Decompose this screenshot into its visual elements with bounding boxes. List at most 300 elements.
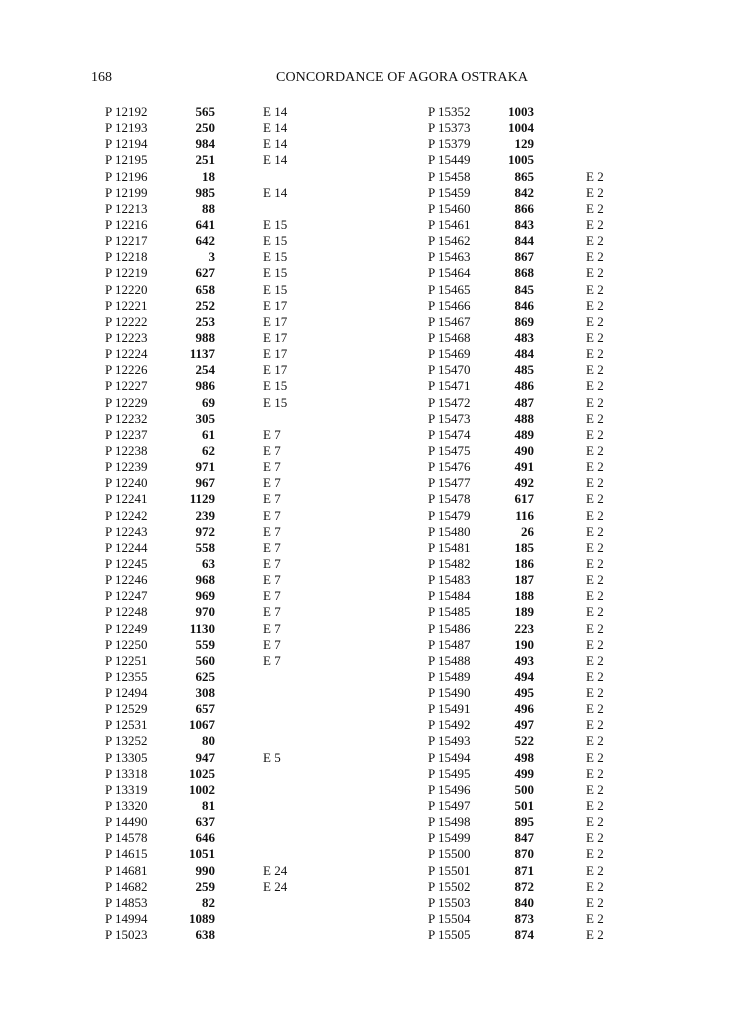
catalogue-number: 116: [515, 507, 534, 523]
catalogue-number: 190: [514, 636, 534, 652]
catalogue-number: 845: [514, 281, 534, 297]
catalogue-number: 866: [514, 200, 534, 216]
inventory-number: P 12224: [105, 346, 148, 362]
concordance-row: [428, 879, 628, 895]
concordance-row: [105, 169, 325, 185]
inventory-number: P 15497: [428, 798, 471, 814]
reference: E 2: [586, 523, 604, 539]
concordance-row: [428, 766, 628, 782]
catalogue-number: 490: [514, 442, 534, 458]
inventory-number: P 15470: [428, 362, 471, 378]
concordance-row: [105, 588, 325, 604]
concordance-row: [105, 830, 325, 846]
catalogue-number: 69: [202, 394, 215, 410]
inventory-number: P 15465: [428, 281, 471, 297]
inventory-number: P 14681: [105, 862, 148, 878]
concordance-row: [428, 443, 628, 459]
inventory-number: P 15501: [428, 862, 471, 878]
catalogue-number: 188: [514, 588, 534, 604]
reference: E 14: [263, 136, 288, 152]
concordance-row: [105, 717, 325, 733]
page-title: CONCORDANCE OF AGORA OSTRAKA: [276, 70, 529, 85]
concordance-row: [105, 265, 325, 281]
concordance-row: [105, 604, 325, 620]
reference: E 15: [263, 233, 288, 249]
concordance-row: [428, 895, 628, 911]
concordance-row: [428, 556, 628, 572]
reference: E 2: [586, 426, 604, 442]
inventory-number: P 15496: [428, 781, 471, 797]
catalogue-number: 497: [514, 717, 534, 733]
concordance-row: [428, 669, 628, 685]
concordance-row: [105, 814, 325, 830]
concordance-left-column: [105, 104, 325, 943]
concordance-row: [428, 217, 628, 233]
catalogue-number: 1025: [189, 765, 215, 781]
reference: E 2: [586, 685, 604, 701]
catalogue-number: 82: [202, 894, 215, 910]
concordance-row: [105, 540, 325, 556]
reference: E 17: [263, 362, 288, 378]
catalogue-number: 488: [514, 410, 534, 426]
reference: E 7: [263, 636, 281, 652]
reference: E 2: [586, 539, 604, 555]
inventory-number: P 15352: [428, 104, 471, 119]
concordance-row: [105, 282, 325, 298]
catalogue-number: 189: [514, 604, 534, 620]
page-number: 168: [91, 70, 112, 85]
catalogue-number: 308: [195, 685, 215, 701]
inventory-number: P 12222: [105, 313, 148, 329]
concordance-row: [105, 701, 325, 717]
reference: E 17: [263, 313, 288, 329]
catalogue-number: 967: [195, 475, 215, 491]
concordance-row: [428, 588, 628, 604]
catalogue-number: 494: [514, 668, 534, 684]
catalogue-number: 558: [195, 539, 215, 555]
concordance-row: [105, 927, 325, 943]
catalogue-number: 26: [521, 523, 534, 539]
concordance-row: [105, 879, 325, 895]
catalogue-number: 870: [514, 846, 534, 862]
catalogue-number: 485: [514, 362, 534, 378]
catalogue-number: 843: [514, 216, 534, 232]
catalogue-number: 559: [195, 636, 215, 652]
concordance-row: [428, 798, 628, 814]
catalogue-number: 895: [514, 814, 534, 830]
reference: E 7: [263, 588, 281, 604]
reference: E 2: [586, 491, 604, 507]
inventory-number: P 14615: [105, 846, 148, 862]
inventory-number: P 12237: [105, 426, 148, 442]
catalogue-number: 872: [514, 878, 534, 894]
concordance-row: [105, 863, 325, 879]
reference: E 2: [586, 200, 604, 216]
reference: E 2: [586, 749, 604, 765]
catalogue-number: 1129: [189, 491, 215, 507]
concordance-row: [428, 265, 628, 281]
concordance-right-column: [428, 104, 628, 943]
catalogue-number: 988: [195, 329, 215, 345]
inventory-number: P 12232: [105, 410, 148, 426]
reference: E 7: [263, 442, 281, 458]
concordance-row: [105, 346, 325, 362]
catalogue-number: 254: [195, 362, 215, 378]
reference: E 15: [263, 394, 288, 410]
catalogue-number: 840: [514, 894, 534, 910]
reference: E 2: [586, 701, 604, 717]
catalogue-number: 80: [202, 733, 215, 749]
concordance-row: [105, 378, 325, 394]
catalogue-number: 489: [514, 426, 534, 442]
reference: E 7: [263, 426, 281, 442]
reference: E 7: [263, 652, 281, 668]
catalogue-number: 646: [195, 830, 215, 846]
inventory-number: P 12199: [105, 184, 148, 200]
inventory-number: P 12249: [105, 620, 148, 636]
reference: E 2: [586, 846, 604, 862]
inventory-number: P 15379: [428, 136, 471, 152]
catalogue-number: 1130: [189, 620, 215, 636]
concordance-row: [105, 524, 325, 540]
reference: E 2: [586, 878, 604, 894]
catalogue-number: 1004: [508, 120, 534, 136]
inventory-number: P 15499: [428, 830, 471, 846]
inventory-number: P 15459: [428, 184, 471, 200]
reference: E 2: [586, 410, 604, 426]
reference: E 7: [263, 555, 281, 571]
inventory-number: P 12241: [105, 491, 148, 507]
inventory-number: P 12239: [105, 459, 148, 475]
concordance-row: [105, 152, 325, 168]
inventory-number: P 15490: [428, 685, 471, 701]
inventory-number: P 15495: [428, 765, 471, 781]
concordance-row: [428, 475, 628, 491]
reference: E 7: [263, 604, 281, 620]
concordance-row: [105, 362, 325, 378]
reference: E 2: [586, 733, 604, 749]
concordance-row: [428, 508, 628, 524]
reference: E 14: [263, 152, 288, 168]
reference: E 2: [586, 475, 604, 491]
reference: E 2: [586, 781, 604, 797]
catalogue-number: 642: [195, 233, 215, 249]
reference: E 2: [586, 313, 604, 329]
concordance-row: [105, 475, 325, 491]
reference: E 7: [263, 491, 281, 507]
inventory-number: P 12193: [105, 120, 148, 136]
reference: E 2: [586, 184, 604, 200]
concordance-row: [428, 846, 628, 862]
inventory-number: P 13252: [105, 733, 148, 749]
concordance-row: [428, 524, 628, 540]
concordance-row: [105, 411, 325, 427]
catalogue-number: 252: [195, 297, 215, 313]
catalogue-number: 638: [195, 927, 215, 943]
concordance-row: [105, 895, 325, 911]
inventory-number: P 12219: [105, 265, 148, 281]
concordance-row: [428, 685, 628, 701]
reference: E 2: [586, 249, 604, 265]
inventory-number: P 15480: [428, 523, 471, 539]
catalogue-number: 486: [514, 378, 534, 394]
catalogue-number: 658: [195, 281, 215, 297]
catalogue-number: 88: [202, 200, 215, 216]
concordance-row: [105, 427, 325, 443]
inventory-number: P 14853: [105, 894, 148, 910]
inventory-number: P 12196: [105, 168, 148, 184]
catalogue-number: 869: [514, 313, 534, 329]
catalogue-number: 969: [195, 588, 215, 604]
inventory-number: P 15462: [428, 233, 471, 249]
catalogue-number: 990: [195, 862, 215, 878]
inventory-number: P 12245: [105, 555, 148, 571]
catalogue-number: 492: [514, 475, 534, 491]
reference: E 7: [263, 475, 281, 491]
inventory-number: P 15498: [428, 814, 471, 830]
catalogue-number: 970: [195, 604, 215, 620]
catalogue-number: 868: [514, 265, 534, 281]
concordance-row: [105, 459, 325, 475]
concordance-row: [428, 120, 628, 136]
catalogue-number: 625: [195, 668, 215, 684]
inventory-number: P 12217: [105, 233, 148, 249]
reference: E 2: [586, 233, 604, 249]
concordance-row: [428, 782, 628, 798]
catalogue-number: 18: [202, 168, 215, 184]
concordance-row: [105, 443, 325, 459]
inventory-number: P 15484: [428, 588, 471, 604]
concordance-row: [105, 669, 325, 685]
concordance-row: [105, 249, 325, 265]
reference: E 5: [263, 749, 281, 765]
inventory-number: P 15502: [428, 878, 471, 894]
concordance-row: [105, 298, 325, 314]
concordance-row: [428, 136, 628, 152]
reference: E 2: [586, 894, 604, 910]
inventory-number: P 15469: [428, 346, 471, 362]
inventory-number: P 15500: [428, 846, 471, 862]
inventory-number: P 12244: [105, 539, 148, 555]
catalogue-number: 1089: [189, 911, 215, 927]
reference: E 2: [586, 862, 604, 878]
concordance-row: [428, 201, 628, 217]
reference: E 2: [586, 459, 604, 475]
catalogue-number: 305: [195, 410, 215, 426]
concordance-row: [105, 911, 325, 927]
catalogue-number: 129: [514, 136, 534, 152]
concordance-row: [105, 621, 325, 637]
catalogue-number: 986: [195, 378, 215, 394]
reference: E 2: [586, 652, 604, 668]
inventory-number: P 12240: [105, 475, 148, 491]
inventory-number: P 12355: [105, 668, 148, 684]
inventory-number: P 14490: [105, 814, 148, 830]
inventory-number: P 15481: [428, 539, 471, 555]
inventory-number: P 15494: [428, 749, 471, 765]
inventory-number: P 14682: [105, 878, 148, 894]
concordance-row: [428, 459, 628, 475]
reference: E 2: [586, 442, 604, 458]
reference: E 2: [586, 830, 604, 846]
reference: E 2: [586, 555, 604, 571]
catalogue-number: 185: [514, 539, 534, 555]
inventory-number: P 12250: [105, 636, 148, 652]
concordance-row: [105, 491, 325, 507]
inventory-number: P 15492: [428, 717, 471, 733]
inventory-number: P 12192: [105, 104, 148, 119]
catalogue-number: 522: [514, 733, 534, 749]
reference: E 17: [263, 297, 288, 313]
reference: E 2: [586, 927, 604, 943]
concordance-row: [428, 830, 628, 846]
inventory-number: P 15473: [428, 410, 471, 426]
concordance-row: [105, 120, 325, 136]
reference: E 15: [263, 378, 288, 394]
concordance-row: [428, 233, 628, 249]
concordance-row: [428, 717, 628, 733]
reference: E 7: [263, 523, 281, 539]
reference: E 2: [586, 668, 604, 684]
inventory-number: P 15485: [428, 604, 471, 620]
reference: E 2: [586, 765, 604, 781]
reference: E 2: [586, 346, 604, 362]
concordance-row: [428, 491, 628, 507]
inventory-number: P 12248: [105, 604, 148, 620]
inventory-number: P 12227: [105, 378, 148, 394]
catalogue-number: 844: [514, 233, 534, 249]
inventory-number: P 12229: [105, 394, 148, 410]
inventory-number: P 12218: [105, 249, 148, 265]
concordance-row: [105, 136, 325, 152]
inventory-number: P 15478: [428, 491, 471, 507]
reference: E 2: [586, 717, 604, 733]
concordance-row: [428, 104, 628, 120]
catalogue-number: 617: [514, 491, 534, 507]
inventory-number: P 12531: [105, 717, 148, 733]
concordance-row: [428, 249, 628, 265]
concordance-row: [105, 201, 325, 217]
concordance-row: [105, 572, 325, 588]
reference: E 2: [586, 814, 604, 830]
concordance-row: [428, 814, 628, 830]
reference: E 2: [586, 329, 604, 345]
concordance-row: [428, 282, 628, 298]
inventory-number: P 15449: [428, 152, 471, 168]
reference: E 7: [263, 507, 281, 523]
concordance-row: [428, 733, 628, 749]
reference: E 7: [263, 572, 281, 588]
concordance-row: [105, 782, 325, 798]
catalogue-number: 493: [514, 652, 534, 668]
catalogue-number: 947: [195, 749, 215, 765]
concordance-row: [105, 653, 325, 669]
catalogue-number: 1002: [189, 781, 215, 797]
concordance-row: [105, 733, 325, 749]
catalogue-number: 487: [514, 394, 534, 410]
catalogue-number: 847: [514, 830, 534, 846]
concordance-row: [428, 540, 628, 556]
concordance-row: [105, 104, 325, 120]
reference: E 2: [586, 265, 604, 281]
reference: E 7: [263, 620, 281, 636]
catalogue-number: 496: [514, 701, 534, 717]
inventory-number: P 15461: [428, 216, 471, 232]
concordance-row: [428, 298, 628, 314]
catalogue-number: 627: [195, 265, 215, 281]
concordance-row: [105, 798, 325, 814]
concordance-row: [428, 637, 628, 653]
concordance-row: [428, 427, 628, 443]
catalogue-number: 846: [514, 297, 534, 313]
catalogue-number: 223: [514, 620, 534, 636]
catalogue-number: 187: [514, 572, 534, 588]
inventory-number: P 15458: [428, 168, 471, 184]
reference: E 14: [263, 120, 288, 136]
concordance-row: [105, 556, 325, 572]
reference: E 2: [586, 378, 604, 394]
inventory-number: P 13319: [105, 781, 148, 797]
catalogue-number: 3: [208, 249, 215, 265]
reference: E 2: [586, 216, 604, 232]
concordance-row: [428, 346, 628, 362]
inventory-number: P 12226: [105, 362, 148, 378]
inventory-number: P 15486: [428, 620, 471, 636]
inventory-number: P 15373: [428, 120, 471, 136]
catalogue-number: 499: [514, 765, 534, 781]
concordance-row: [428, 152, 628, 168]
concordance-row: [428, 701, 628, 717]
catalogue-number: 560: [195, 652, 215, 668]
reference: E 24: [263, 862, 288, 878]
concordance-row: [105, 685, 325, 701]
inventory-number: P 12220: [105, 281, 148, 297]
inventory-number: P 15476: [428, 459, 471, 475]
concordance-row: [105, 766, 325, 782]
inventory-number: P 15468: [428, 329, 471, 345]
concordance-row: [105, 750, 325, 766]
reference: E 2: [586, 507, 604, 523]
concordance-row: [428, 330, 628, 346]
reference: E 14: [263, 184, 288, 200]
reference: E 15: [263, 216, 288, 232]
concordance-row: [428, 750, 628, 766]
reference: E 17: [263, 329, 288, 345]
reference: E 2: [586, 394, 604, 410]
reference: E 2: [586, 911, 604, 927]
catalogue-number: 641: [195, 216, 215, 232]
inventory-number: P 12529: [105, 701, 148, 717]
inventory-number: P 15505: [428, 927, 471, 943]
concordance-row: [428, 185, 628, 201]
catalogue-number: 842: [514, 184, 534, 200]
catalogue-number: 871: [514, 862, 534, 878]
inventory-number: P 15463: [428, 249, 471, 265]
concordance-row: [105, 508, 325, 524]
catalogue-number: 61: [202, 426, 215, 442]
inventory-number: P 14994: [105, 911, 148, 927]
concordance-row: [428, 863, 628, 879]
inventory-number: P 12213: [105, 200, 148, 216]
catalogue-number: 186: [514, 555, 534, 571]
inventory-number: P 12494: [105, 685, 148, 701]
reference: E 15: [263, 281, 288, 297]
catalogue-number: 484: [514, 346, 534, 362]
reference: E 15: [263, 265, 288, 281]
inventory-number: P 15482: [428, 555, 471, 571]
catalogue-number: 251: [195, 152, 215, 168]
inventory-number: P 15474: [428, 426, 471, 442]
